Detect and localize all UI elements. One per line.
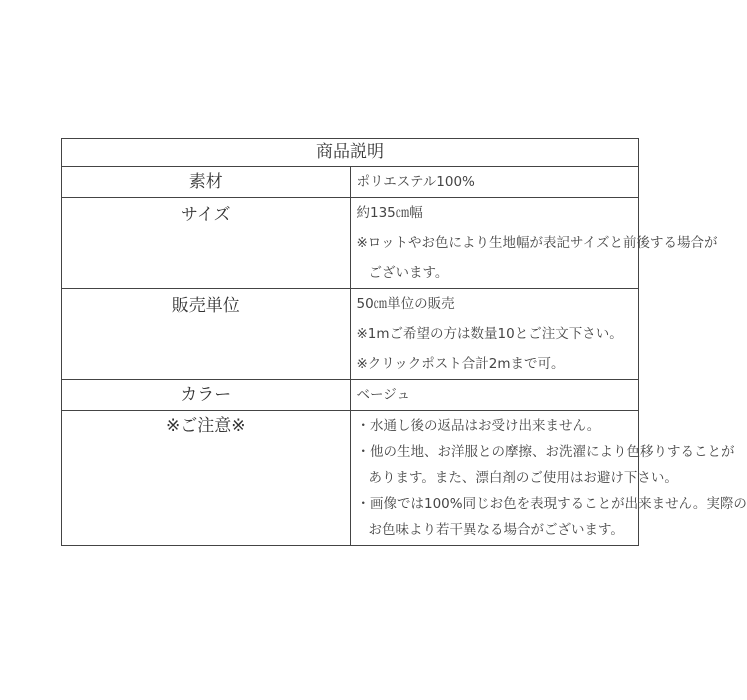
row-value-color: [350, 380, 639, 411]
row-label-size: サイズ: [62, 198, 351, 289]
sales-unit-line: 50㎝単位の販売: [356, 296, 455, 312]
caution-line: ・他の生地、お洋服との摩擦、お洗濯により色移りすることが: [356, 444, 735, 460]
sales-unit-note-line: ※クリックポスト合計2mまで可。: [356, 356, 565, 372]
row-label-color: カラー: [62, 380, 351, 411]
table-row-size: [62, 198, 639, 289]
row-label-caution: ※ご注意※: [62, 411, 351, 546]
table-row-caution: [62, 411, 639, 546]
color-line: ベージュ: [356, 387, 410, 403]
row-label-sales-unit: 販売単位: [62, 289, 351, 380]
caution-line: あります。また、漂白剤のご使用はお避け下さい。: [368, 470, 678, 486]
sales-unit-note-line: ※1mご希望の方は数量10とご注文下さい。: [356, 326, 623, 342]
table-row-material: [62, 167, 639, 198]
row-value-sales-unit: [350, 289, 639, 380]
row-value-caution: [350, 411, 747, 546]
caution-line: お色味より若干異なる場合がございます。: [368, 522, 624, 538]
size-line: 約135㎝幅: [356, 205, 423, 221]
row-label-material: 素材: [62, 167, 351, 198]
row-value-material: [350, 167, 639, 198]
table-row-color: [62, 380, 639, 411]
material-line: ポリエステル100%: [356, 174, 475, 190]
caution-line: ・水通し後の返品はお受け出来ません。: [356, 418, 601, 434]
table-title: 商品説明: [62, 139, 639, 167]
product-description-table: [61, 138, 747, 546]
title-row: [62, 139, 639, 167]
size-note-line: ※ロットやお色により生地幅が表記サイズと前後する場合が: [356, 235, 718, 251]
size-note-line: ございます。: [368, 265, 449, 281]
row-value-size: [350, 198, 718, 289]
caution-line: ・画像では100%同じお色を表現することが出来ません。実際の: [356, 496, 747, 512]
table-row-sales-unit: [62, 289, 639, 380]
